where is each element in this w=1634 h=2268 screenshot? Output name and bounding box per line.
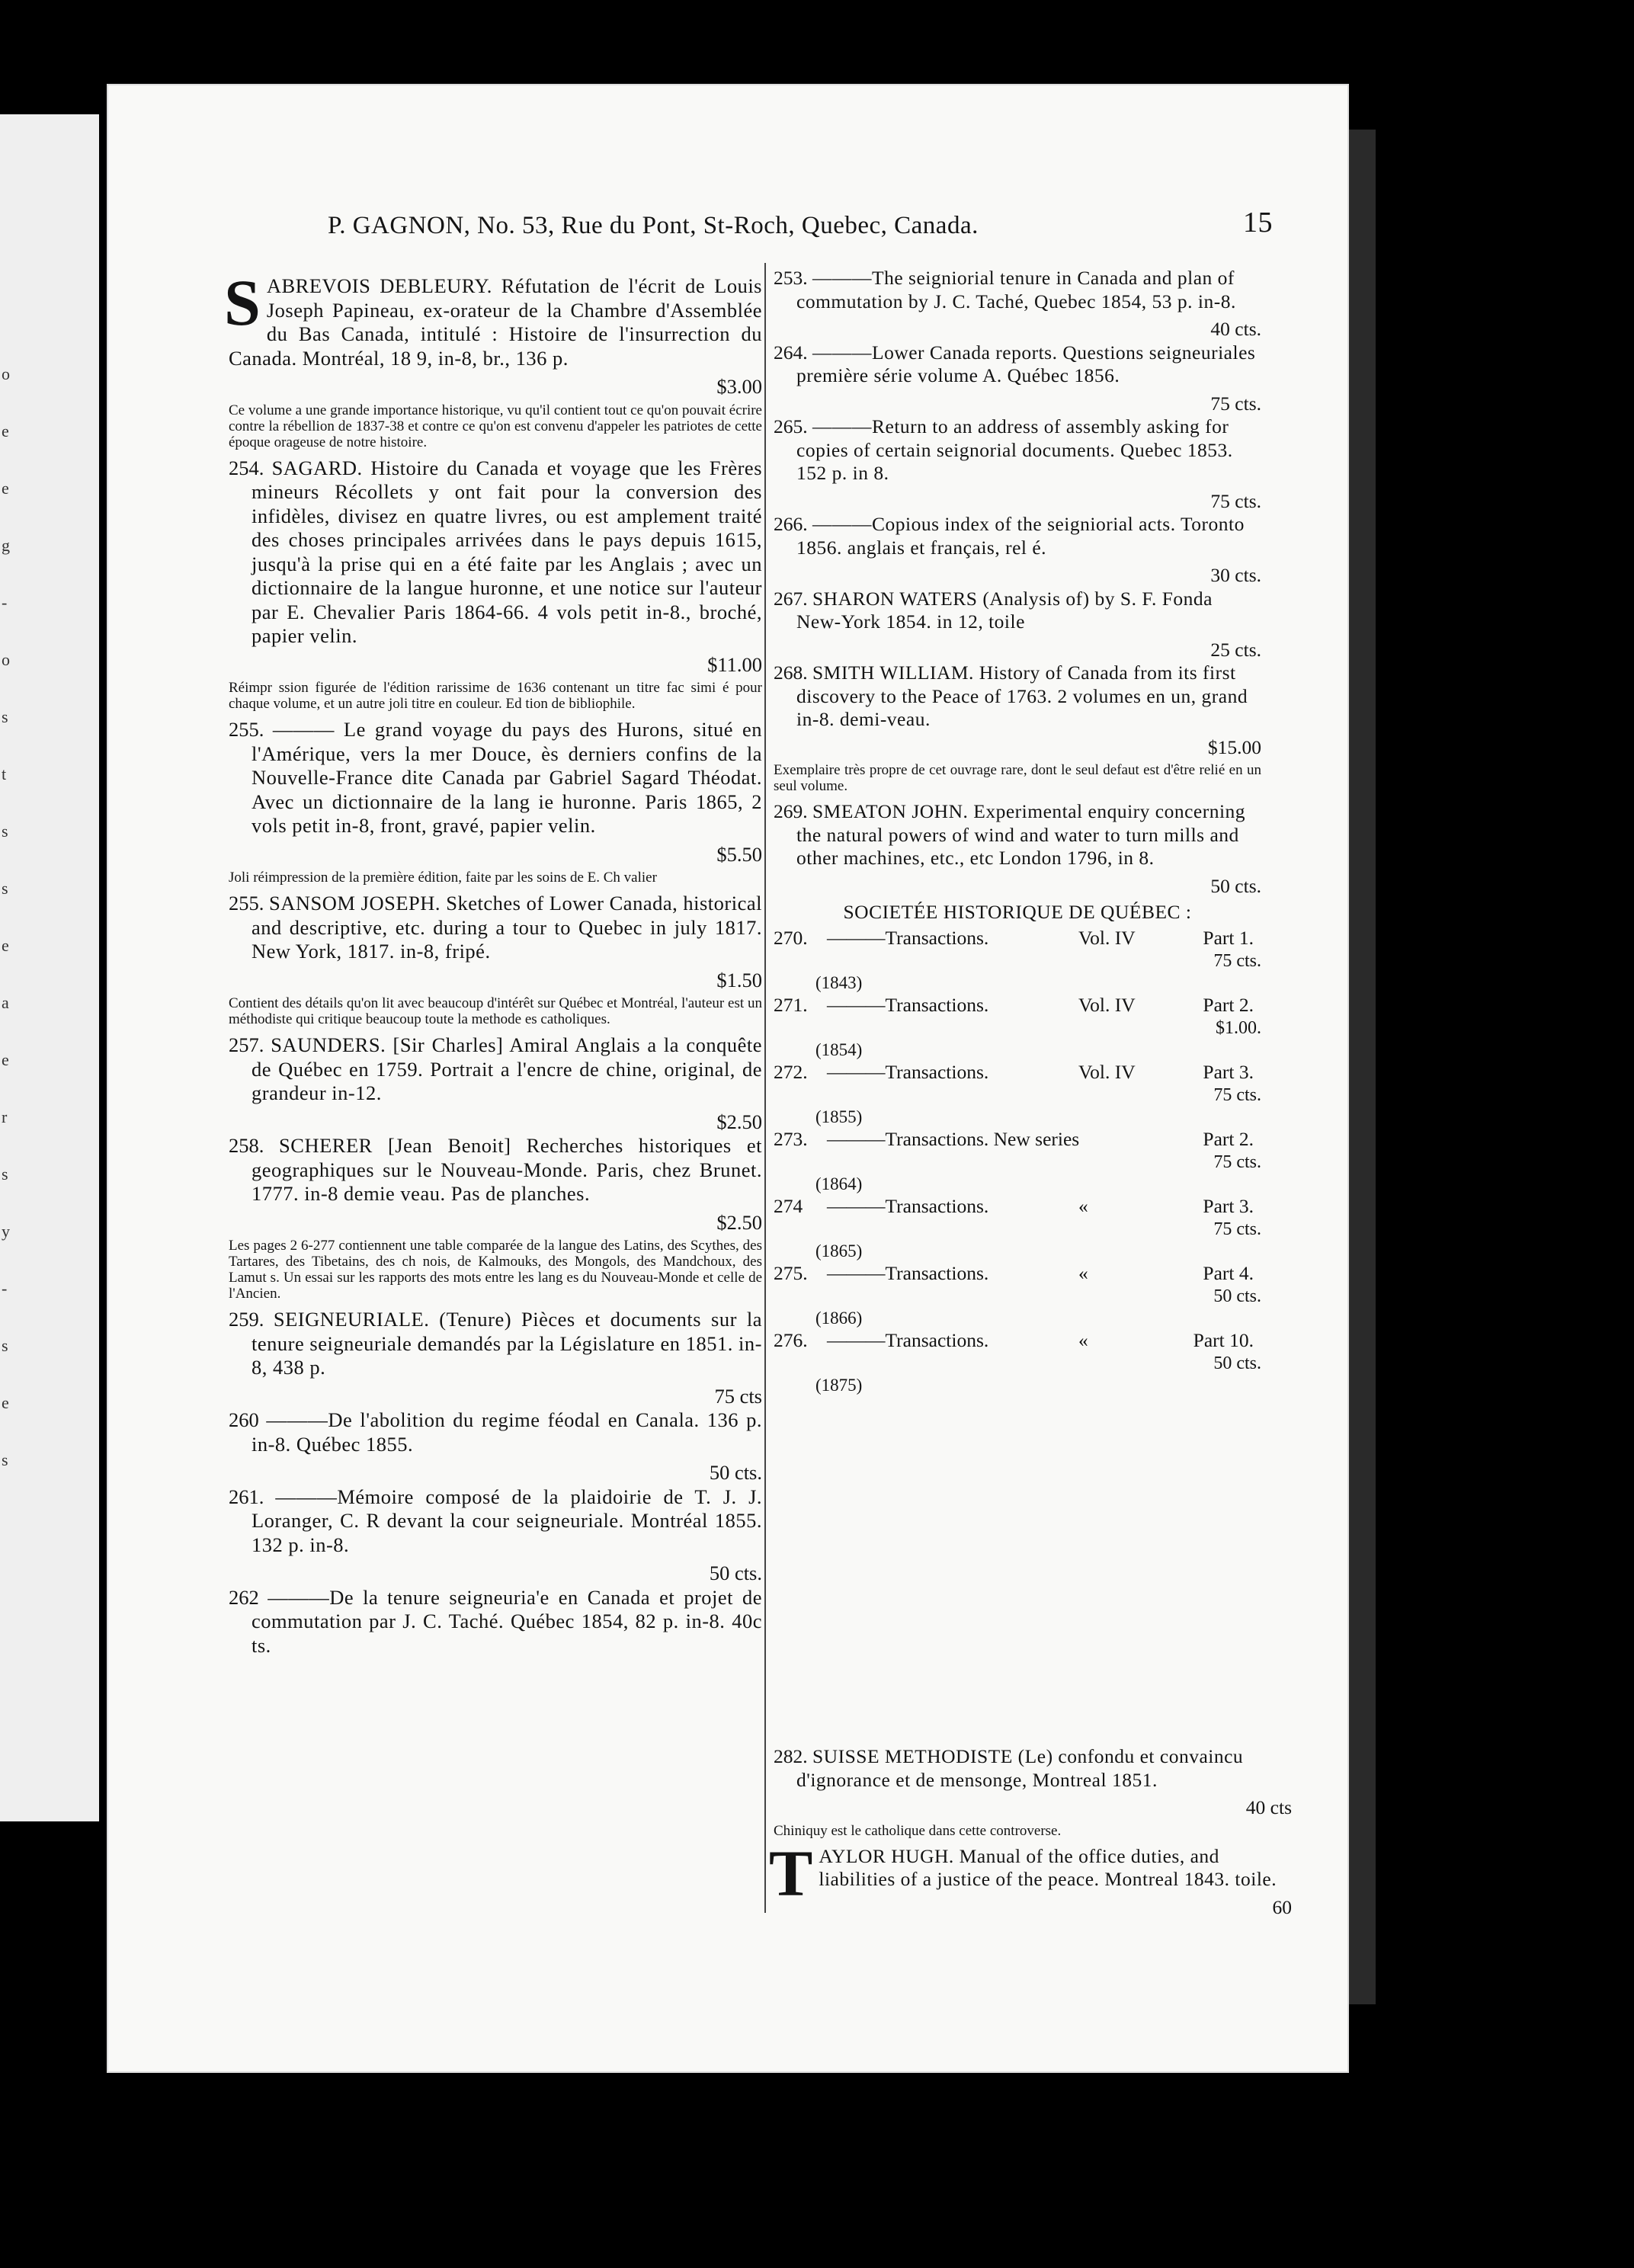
page-header xyxy=(221,206,1273,251)
row-volume: Vol. IV xyxy=(1078,927,1136,949)
entry-note: Joli réimpression de la première édition, faite par les soins de E. Ch valier xyxy=(229,870,657,886)
page-number: 15 xyxy=(1243,207,1273,239)
facing-page-letter: s xyxy=(2,707,8,726)
row-year: (1875) xyxy=(815,1375,863,1395)
facing-page-letter: s xyxy=(2,879,8,898)
facing-page-letter: e xyxy=(2,1393,9,1412)
transactions-row xyxy=(774,1196,1261,1219)
entry-number: 268. xyxy=(774,662,808,684)
entry-number: 266. xyxy=(774,513,808,535)
entry-text: AYLOR HUGH. Manual of the office duties, and liabilities of a justice of the peace. Montreal 1843. toile. xyxy=(819,1844,1277,1890)
entry-price: $1.50 xyxy=(716,968,762,991)
entry-price: $2.50 xyxy=(716,1110,762,1133)
entry-text: ———Return to an address of assembly asking for copies of certain seignorial documents. Quebec 1853. 152 p. in 8. xyxy=(796,415,1233,484)
facing-page-letter: s xyxy=(2,1450,8,1469)
facing-page-letter: e xyxy=(2,479,9,498)
facing-page-edge xyxy=(0,114,99,1821)
entry-note: Réimpr ssion figurée de l'édition rarissime de 1636 contenant un titre fac simi é pour chaque volume, et un autre joli titre en couleur. Ed tion de bibliophile. xyxy=(229,680,762,712)
catalogue-entry xyxy=(229,1408,762,1456)
catalogue-entry xyxy=(229,1586,762,1658)
facing-page-letter: y xyxy=(2,1222,10,1241)
catalogue-entry xyxy=(229,1308,762,1380)
facing-page-letter: e xyxy=(2,936,9,955)
drop-capital: T xyxy=(769,1836,813,1910)
entry-text: ———Mémoire composé de la plaidoirie de T. J. J. Loranger, C. R devant la cour seigneuriale. Montréal 1855. 132 p. in-8. xyxy=(252,1485,763,1556)
drop-capital: S xyxy=(224,266,261,339)
entry-text: SAUNDERS. [Sir Charles] Amiral Anglais a la conquête de Québec en 1759. Portrait a l'encre de chine, original, de grandeur in-12. xyxy=(252,1033,762,1104)
entry-price: $3.00 xyxy=(716,375,762,398)
row-number: 271. xyxy=(774,994,808,1016)
facing-page-letter: s xyxy=(2,1336,8,1355)
row-year: (1866) xyxy=(815,1308,863,1328)
entry-text: ———The seigniorial tenure in Canada and plan of commutation by J. C. Taché, Quebec 1854, 53 p. in-8. xyxy=(796,267,1236,312)
facing-page-letter: r xyxy=(2,1107,8,1126)
row-price: 50 cts. xyxy=(1213,1353,1261,1373)
row-volume: « xyxy=(1078,1329,1088,1351)
row-title: ———Transactions. New series xyxy=(827,1128,1080,1150)
entry-price: 75 cts. xyxy=(1210,489,1261,512)
facing-page-letter: a xyxy=(2,993,9,1012)
entry-price: 25 cts. xyxy=(1210,638,1261,661)
catalogue-entry xyxy=(774,513,1261,559)
transactions-row xyxy=(774,1129,1261,1152)
row-number: 273. xyxy=(774,1128,808,1150)
entry-number: 257. xyxy=(229,1033,264,1056)
row-title: ———Transactions. xyxy=(827,927,989,949)
row-part: Part 2. xyxy=(1203,994,1254,1016)
transactions-row xyxy=(774,1062,1261,1084)
entry-note: Contient des détails qu'on lit avec beaucoup d'intérêt sur Québec et Montréal, l'auteur est un méthodiste qui critique beaucoup toute la methode es catholiques. xyxy=(229,995,762,1027)
row-price: $1.00. xyxy=(1216,1017,1261,1038)
entry-note: Exemplaire très propre de cet ouvrage rare, dont le seul defaut est d'être relié en un seul volume. xyxy=(774,762,1261,794)
entry-text: ———Copious index of the seigniorial acts. Toronto 1856. anglais et français, rel é. xyxy=(796,513,1245,559)
entry-number: 259. xyxy=(229,1308,264,1331)
entry-text: SMITH WILLIAM. History of Canada from its first discovery to the Peace of 1763. 2 volumes en un, grand in-8. demi-veau. xyxy=(796,662,1248,730)
bottom-right-block xyxy=(769,1745,1292,1919)
facing-page-letter: t xyxy=(2,764,7,783)
entry-number: 265. xyxy=(774,415,808,437)
entry-price: 50 cts. xyxy=(709,1461,762,1484)
catalogue-entry xyxy=(774,267,1261,313)
entry-text: SANSOM JOSEPH. Sketches of Lower Canada, historical and descriptive, etc. during a tour to Quebec in july 1817. New York, 1817. in-8, fripé. xyxy=(252,892,762,963)
row-title: ———Transactions. xyxy=(827,1329,989,1351)
row-year: (1854) xyxy=(815,1040,863,1059)
row-part: Part 4. xyxy=(1203,1262,1254,1284)
row-title: ———Transactions. xyxy=(827,1195,989,1217)
entry-number: 269. xyxy=(774,800,808,822)
catalogue-entry xyxy=(229,1134,762,1206)
row-part: Part 3. xyxy=(1203,1195,1254,1217)
facing-page-letter: s xyxy=(2,822,8,841)
entry-text: SAGARD. Histoire du Canada et voyage que les Frères mineurs Récollets y ont fait pour la conversion des infidèles, divisez en quatre livres, ou est amplement traité des choses principales arrivées dans le pays depuis 1615, jusqu'à la prise qui en a été faite par les Anglais ; avec un dictionnaire de la langue huronne, et une notice sur l'auteur par E. Chevalier Paris 1864-66. 4 vols petit in-8., broché, papier velin. xyxy=(252,456,763,647)
facing-page-letter: e xyxy=(2,421,9,440)
entry-number: 253. xyxy=(774,267,808,289)
row-part: Part 1. xyxy=(1203,927,1254,949)
entry-number: 254. xyxy=(229,456,264,479)
page-shadow xyxy=(1345,130,1376,2004)
entry-number: 261. xyxy=(229,1485,264,1508)
entry-number: 264. xyxy=(774,341,808,364)
row-volume: Vol. IV xyxy=(1078,1061,1136,1083)
entry-text: SMEATON JOHN. Experimental enquiry concerning the natural powers of wind and water to turn mills and other machines, etc., etc London 1796, in 8. xyxy=(796,800,1246,869)
catalogue-entry xyxy=(229,456,762,649)
facing-page-letter: e xyxy=(2,1050,9,1069)
facing-page-letter: s xyxy=(2,1164,8,1184)
row-title: ———Transactions. xyxy=(827,1262,989,1284)
row-price: 75 cts. xyxy=(1213,950,1261,971)
entry-number: 255. xyxy=(229,718,264,741)
row-part: Part 2. xyxy=(1203,1128,1254,1150)
entry-price: $5.50 xyxy=(716,842,762,866)
column-divider xyxy=(764,263,766,1913)
entry-price: 40 cts xyxy=(1245,1796,1292,1818)
entry-price: 50 cts. xyxy=(1210,874,1261,897)
catalogue-entry xyxy=(229,718,762,838)
entry-text: SUISSE METHODISTE (Le) confondu et convaincu d'ignorance et de mensonge, Montreal 1851. xyxy=(796,1745,1244,1791)
transactions-row xyxy=(774,995,1261,1017)
entry-price: 75 cts xyxy=(714,1384,762,1408)
row-part: Part 3. xyxy=(1203,1061,1254,1083)
running-head: P. GAGNON, No. 53, Rue du Pont, St-Roch, Quebec, Canada. xyxy=(328,212,979,239)
entry-number: 262 xyxy=(229,1585,259,1609)
row-title: ———Transactions. xyxy=(827,994,989,1016)
entry-price: $15.00 xyxy=(1207,735,1261,758)
entry-price: 30 cts. xyxy=(1210,564,1261,586)
row-price: 75 cts. xyxy=(1213,1219,1261,1239)
row-number: 270. xyxy=(774,927,808,949)
entry-text: SEIGNEURIALE. (Tenure) Pièces et documents sur la tenure seigneuriale demandés par la Législature en 1851. in-8, 438 p. xyxy=(252,1308,762,1379)
transactions-row xyxy=(774,1330,1261,1353)
catalogue-entry xyxy=(774,588,1261,634)
row-price: 50 cts. xyxy=(1213,1286,1261,1306)
catalogue-entry xyxy=(229,1485,762,1558)
row-year: (1843) xyxy=(815,972,863,992)
facing-page-letter: - xyxy=(2,593,8,612)
entry-number: 255. xyxy=(229,892,264,915)
catalogue-entry xyxy=(224,266,762,370)
entry-price: 40 cts. xyxy=(1210,318,1261,340)
row-volume: Vol. IV xyxy=(1078,994,1136,1016)
left-column xyxy=(224,266,763,1662)
catalogue-entry xyxy=(774,415,1261,485)
facing-page-letter: o xyxy=(2,650,10,669)
entry-number: 258. xyxy=(229,1134,264,1157)
row-price: 75 cts. xyxy=(1213,1152,1261,1172)
entry-number: 260 xyxy=(229,1408,259,1431)
entry-note: Chiniquy est le catholique dans cette controverse. xyxy=(774,1822,1062,1839)
transactions-row xyxy=(774,1263,1261,1286)
right-column xyxy=(774,267,1261,1397)
societe-transactions-table xyxy=(774,927,1261,1397)
row-number: 274 xyxy=(774,1195,803,1217)
entry-text: ABREVOIS DEBLEURY. Réfutation de l'écrit de Louis Joseph Papineau, ex-orateur de la Chambre d'Assemblée du Bas Canada, intitulé : Histoire de l'insurrection du Canada. Montréal, 18 9, in-8, br., 136 p. xyxy=(229,274,762,370)
catalogue-entry xyxy=(774,341,1261,388)
row-number: 275. xyxy=(774,1262,808,1284)
catalogue-entry xyxy=(774,800,1261,870)
societe-heading: SOCIETÉE HISTORIQUE DE QUÉBEC : xyxy=(843,901,1192,923)
row-volume: « xyxy=(1078,1262,1088,1284)
catalogue-entry xyxy=(229,1033,762,1106)
entry-price: 60 xyxy=(1272,1895,1292,1918)
row-volume: « xyxy=(1078,1195,1088,1217)
row-year: (1855) xyxy=(815,1107,863,1126)
row-year: (1864) xyxy=(815,1174,863,1193)
entry-price: 50 cts. xyxy=(709,1562,762,1584)
catalogue-entry xyxy=(229,892,762,964)
entry-price: $11.00 xyxy=(707,652,762,676)
row-year: (1865) xyxy=(815,1241,863,1261)
row-price: 75 cts. xyxy=(1213,1084,1261,1105)
entry-price: $2.50 xyxy=(716,1210,762,1234)
catalogue-entry xyxy=(774,662,1261,732)
entry-price: 75 cts. xyxy=(1210,392,1261,415)
entry-text: ———De la tenure seigneuria'e en Canada et projet de commutation par J. C. Taché. Québec 1854, 82 p. in-8. 40c ts. xyxy=(252,1585,763,1657)
entry-text: ———De l'abolition du regime féodal en Canala. 136 p. in-8. Québec 1855. xyxy=(252,1408,763,1456)
entry-text: ——— Le grand voyage du pays des Hurons, situé en l'Amérique, vers la mer Douce, ès derniers confins de la Nouvelle-France dite Canada par Gabriel Sagard Théodat. Avec un dictionnaire de la lang ie huronne. Paris 1865, 2 vols petit in-8, front, gravé, papier velin. xyxy=(252,718,763,837)
entry-note: Ce volume a une grande importance historique, vu qu'il contient tout ce qu'on pouvait écrire contre la rébellion de 1837-38 et contre ce qu'on est convenu d'appeler les patriotes de cette époque orageuse de notre histoire. xyxy=(229,402,762,450)
entry-note: Les pages 2 6-277 contiennent une table comparée de la langue des Latins, des Scythes, des Tartares, des Tibetains, des ch nois, de Kalmouks, des Mongols, des Mandchoux, des Lamut s. Un essai sur les rapports des mots entre les lang es du Nouveau-Monde et celle de l'Ancien. xyxy=(229,1238,762,1302)
entry-number: 282. xyxy=(774,1745,808,1767)
entry-text: ———Lower Canada reports. Questions seigneuriales première série volume A. Québec 1856. xyxy=(796,341,1256,386)
row-part: Part 10. xyxy=(1193,1329,1254,1351)
entry-text: SHARON WATERS (Analysis of) by S. F. Fonda New-York 1854. in 12, toile xyxy=(796,587,1213,633)
entry-number: 267. xyxy=(774,587,808,610)
facing-page-letter: - xyxy=(2,1279,8,1298)
row-number: 276. xyxy=(774,1329,808,1351)
entry-text: SCHERER [Jean Benoit] Recherches historiques et geographiques sur le Nouveau-Monde. Paris, chez Brunet. 1777. in-8 demie veau. Pas de planches. xyxy=(252,1134,762,1205)
transactions-row xyxy=(774,927,1261,950)
facing-page-letter: o xyxy=(2,364,10,383)
catalogue-entry xyxy=(774,1745,1292,1792)
facing-page-letter: g xyxy=(2,536,10,555)
row-number: 272. xyxy=(774,1061,808,1083)
row-title: ———Transactions. xyxy=(827,1061,989,1083)
